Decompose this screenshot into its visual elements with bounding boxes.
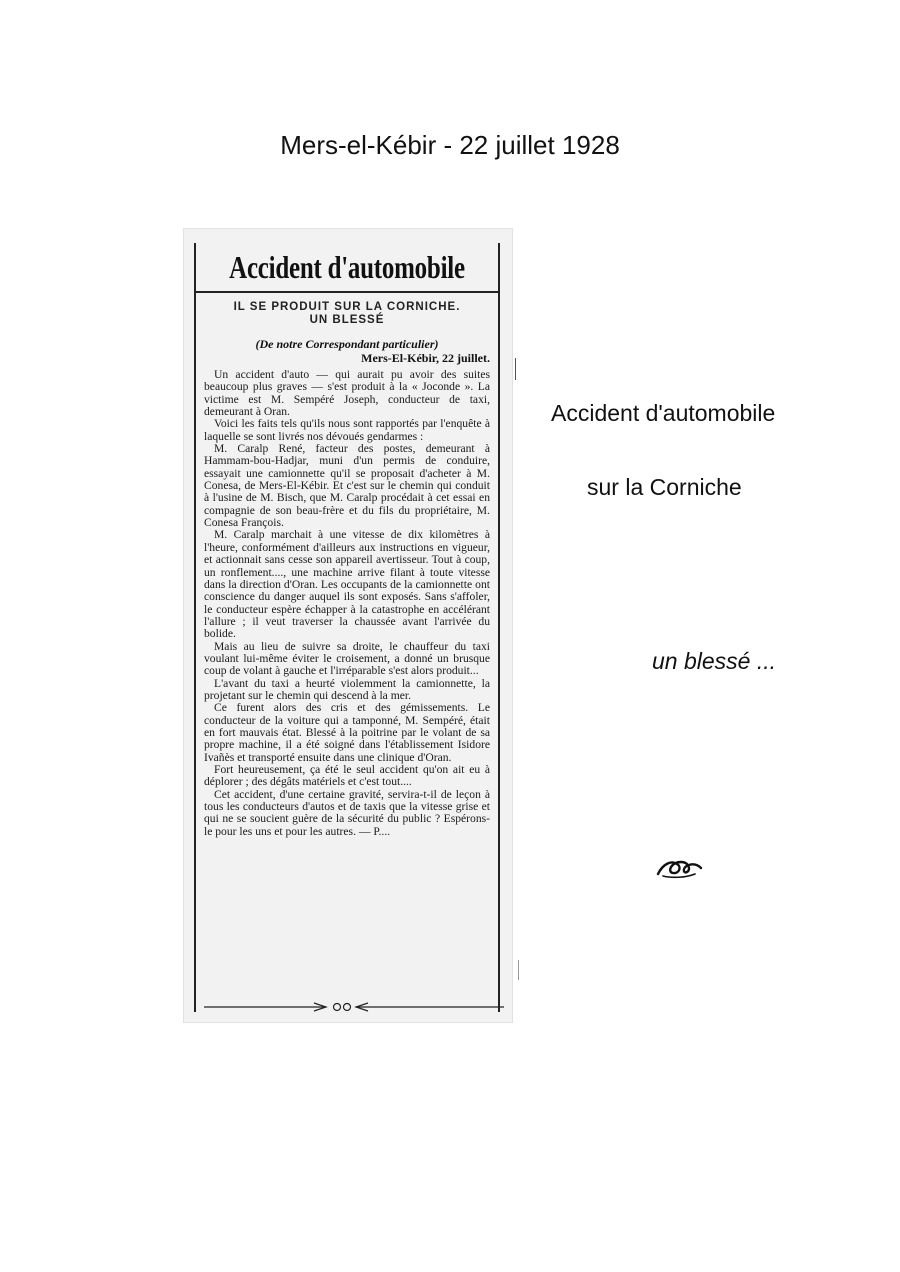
clipping-dateline: Mers-El-Kébir, 22 juillet.	[361, 351, 490, 365]
caption-line-1: Accident d'automobile	[551, 400, 776, 426]
end-of-article-ornament-icon	[204, 998, 504, 1012]
clipping-subhead-1: IL SE PRODUIT SUR LA CORNICHE.	[233, 301, 461, 313]
page-title: Mers-el-Kébir - 22 juillet 1928	[280, 130, 620, 160]
caption-line-2: sur la Corniche	[587, 474, 742, 500]
clipping-body	[204, 369, 490, 838]
caption-line-3: un blessé ...	[652, 648, 777, 674]
clipping-byline: (De notre Correspondant particulier)	[255, 337, 439, 351]
margin-mark	[515, 358, 516, 380]
article-paragraph: Cet accident, d'une certaine gravité, servira-t-il de leçon à tous les conducteurs d'autos et de taxis que la vitesse grise et qui ne se soucient guère de la sécurité du public ? Espérons-le pour les uns et pour les autres. — P....	[204, 787, 490, 838]
article-paragraph: Ce furent alors des cris et des gémissements. Le conducteur de la voiture qui a tamponné, M. Sempéré, était en fort mauvais état. Blessé à la poitrine par le volant de sa propre machine, il a été soigné dans l'établissement Isidore Ivañès et transporté ensuite dans une clinique d'Oran.	[204, 701, 490, 764]
article-paragraph: Mais au lieu de suivre sa droite, le chauffeur du taxi voulant lui-même éviter le croisement, a donné un brusque coup de volant à gauche et l'irréparable s'est alors produit...	[204, 639, 490, 678]
clipping-headline: Accident d'automobile	[229, 249, 465, 285]
article-paragraph: M. Caralp René, facteur des postes, demeurant à Hammam-bou-Hadjar, muni d'un permis de conduire, essayait une camionnette qu'il se proposait d'acheter à M. Conesa, de Mers-El-Kébir. Et c'est sur le chemin qui conduit à l'usine de M. Bisch, que M. Caralp procédait à cet essai en compagnie de son beau-frère et du fils du propriétaire, M. Conesa François.	[204, 442, 490, 530]
headline-rule	[196, 291, 498, 293]
newspaper-clipping	[183, 228, 513, 1023]
clipping-frame	[194, 243, 500, 1012]
article-paragraph: L'avant du taxi a heurté violemment la camionnette, la projetant sur le chemin qui descend à la mer.	[204, 676, 490, 702]
flourish-icon	[655, 852, 703, 882]
article-paragraph: Voici les faits tels qu'ils nous sont rapportés par l'enquête à laquelle se sont livrés nos dévoués gendarmes :	[204, 417, 490, 443]
margin-mark	[518, 960, 519, 980]
article-paragraph: Fort heureusement, ça été le seul accident qu'on ait eu à déplorer ; des dégâts matériels et c'est tout....	[204, 763, 490, 789]
article-paragraph: Un accident d'auto — qui aurait pu avoir des suites beaucoup plus graves — s'est produit à la « Joconde ». La victime est M. Sempéré Joseph, conducteur de taxi, demeurant à Oran.	[204, 368, 490, 419]
article-paragraph: M. Caralp marchait à une vitesse de dix kilomètres à l'heure, conformément d'ailleurs aux instructions en vigueur, et actionnait sans cesse son appareil avertisseur. Tout à coup, un ronflement...., une machine arrive filant à toute vitesse dans la direction d'Oran. Les occupants de la camionnette ont conscience du danger auquel ils sont exposés. Sans s'affoler, le conducteur espère échapper à la catastrophe en accélérant l'allure ; il veut traverser la chaussée avant l'arrivée du bolide.	[204, 528, 490, 641]
clipping-subhead-2: UN BLESSÉ	[309, 314, 385, 326]
